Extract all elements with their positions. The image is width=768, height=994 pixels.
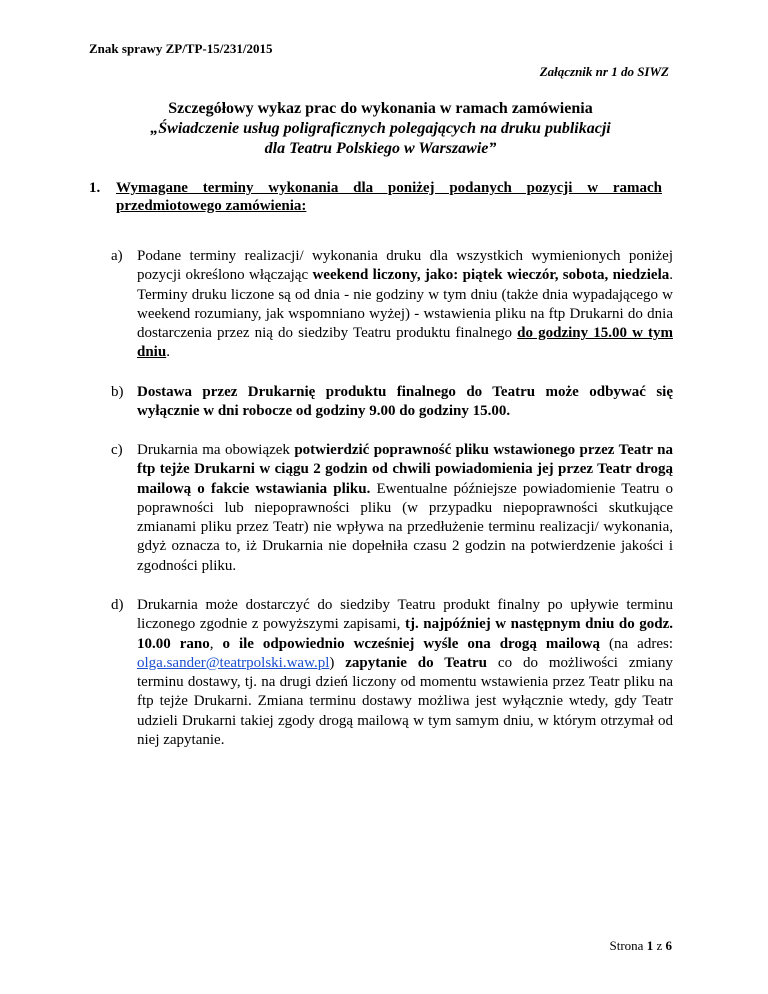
list-letter: c) xyxy=(111,442,123,458)
page-number: Strona 1 z 6 xyxy=(609,938,672,953)
document-title xyxy=(89,99,672,159)
list-letter: d) xyxy=(111,597,124,613)
title-line-1: Szczegółowy wykaz prac do wykonania w ramach zamówienia xyxy=(168,100,593,117)
list-letter: a) xyxy=(111,248,123,264)
list-letter: b) xyxy=(111,384,124,400)
title-line-3: dla Teatru Polskiego w Warszawie” xyxy=(264,140,497,157)
section-heading-line-2: przedmiotowego zamówienia: xyxy=(116,198,307,214)
title-line-2: „Świadczenie usług poligraficznych polegających na druku publikacji xyxy=(150,120,611,137)
email-link[interactable]: olga.sander@teatrpolski.waw.pl xyxy=(137,654,330,671)
section-heading-line-1: Wymagane terminy wykonania dla poniżej podanych pozycji w ramach xyxy=(116,180,662,196)
list-item-text: Dostawa przez Drukarnię produktu finalnego do Teatru może odbywać się wyłącznie w dni robocze od godziny 9.00 do godziny 15.00. xyxy=(137,384,673,420)
list-item-text: Podane terminy realizacji/ wykonania druku dla wszystkich wymienionych poniżej pozycji określono włączając weekend liczony, jako: piątek wieczór, sobota, niedziela. Terminy druku liczone są od dnia - nie godziny w tym dniu (także dnia wypadającego w weekend rozumiany, jak wspomniano wyżej) - wstawienia pliku na ftp Drukarni do dnia dostarczenia przez nią do siedziby Teatru produktu finalnego do godziny 15.00 w tym dniu. xyxy=(137,248,673,361)
list-item-text: Drukarnia może dostarczyć do siedziby Teatru produkt finalny po upływie terminu liczonego zgodnie z powyższymi zapisami, tj. najpóźniej w następnym dniu do godz. 10.00 rano, o ile odpowiednio wcześniej wyśle ona drogą mailową (na adres: olga.sander@teatrpolski.waw.pl) zapytanie do Teatru co do możliwości zmiany terminu dostawy, tj. na drugi dzień liczony od momentu wstawienia przez Teatr pliku na ftp tejże Drukarni. Zmiana terminu dostawy możliwa jest wyłącznie wtedy, gdy Teatr udzieli Drukarni takiej zgody drogą mailową w tym samym dniu, w którym otrzymał od niej zapytanie. xyxy=(137,597,674,749)
case-reference: Znak sprawy ZP/TP-15/231/2015 xyxy=(89,41,273,56)
section-number: 1. xyxy=(89,180,101,196)
attachment-label: Załącznik nr 1 do SIWZ xyxy=(539,64,669,79)
list-item-text: Drukarnia ma obowiązek potwierdzić poprawność pliku wstawionego przez Teatr na ftp tejże Drukarni w ciągu 2 godzin od chwili powiadomienia jej przez Teatr drogą mailową o fakcie wstawiania pliku. Ewentualne późniejsze powiadomienie Teatru o poprawności lub niepoprawności pliku (w przypadku niepoprawności skutkujące zmianami pliku przez Teatr) nie wpływa na przedłużenie terminu realizacji/ wykonania, gdyż oznacza to, iż Drukarnia nie dopełniła czasu 2 godzin na potwierdzenie jakości i zgodności pliku. xyxy=(137,442,673,574)
